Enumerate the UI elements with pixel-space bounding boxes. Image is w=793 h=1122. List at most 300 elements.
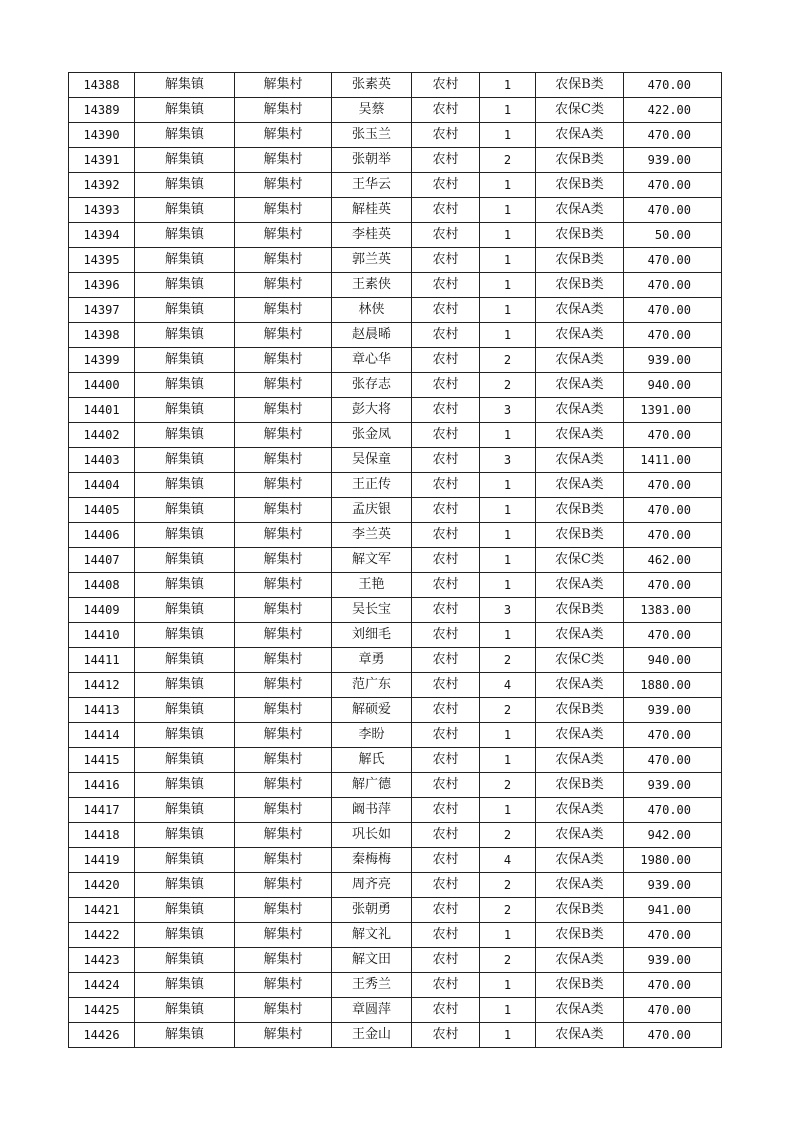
- township-cell: 解集镇: [135, 373, 235, 398]
- village-cell: 解集村: [235, 98, 332, 123]
- member-count-cell: 3: [480, 598, 536, 623]
- member-count-cell: 2: [480, 148, 536, 173]
- amount-cell: 50.00: [624, 223, 722, 248]
- record-number-cell: 14394: [69, 223, 135, 248]
- record-number-cell: 14412: [69, 673, 135, 698]
- village-cell: 解集村: [235, 898, 332, 923]
- table-row: [69, 673, 722, 698]
- village-cell: 解集村: [235, 773, 332, 798]
- table-row: [69, 198, 722, 223]
- record-number-cell: 14418: [69, 823, 135, 848]
- household-type-cell: 农村: [412, 923, 480, 948]
- table-row: [69, 223, 722, 248]
- name-cell: 李桂英: [332, 223, 412, 248]
- record-number-cell: 14422: [69, 923, 135, 948]
- record-number-cell: 14408: [69, 573, 135, 598]
- insurance-category-cell: 农保A类: [536, 948, 624, 973]
- table-row: [69, 598, 722, 623]
- village-cell: 解集村: [235, 348, 332, 373]
- table-row: [69, 473, 722, 498]
- amount-cell: 941.00: [624, 898, 722, 923]
- township-cell: 解集镇: [135, 823, 235, 848]
- village-cell: 解集村: [235, 673, 332, 698]
- township-cell: 解集镇: [135, 473, 235, 498]
- insurance-category-cell: 农保A类: [536, 323, 624, 348]
- record-number-cell: 14390: [69, 123, 135, 148]
- village-cell: 解集村: [235, 973, 332, 998]
- amount-cell: 1391.00: [624, 398, 722, 423]
- name-cell: 章勇: [332, 648, 412, 673]
- record-number-cell: 14421: [69, 898, 135, 923]
- household-type-cell: 农村: [412, 123, 480, 148]
- household-type-cell: 农村: [412, 223, 480, 248]
- insurance-category-cell: 农保B类: [536, 498, 624, 523]
- household-type-cell: 农村: [412, 373, 480, 398]
- member-count-cell: 2: [480, 348, 536, 373]
- amount-cell: 470.00: [624, 73, 722, 98]
- village-cell: 解集村: [235, 323, 332, 348]
- member-count-cell: 4: [480, 673, 536, 698]
- member-count-cell: 1: [480, 923, 536, 948]
- record-number-cell: 14398: [69, 323, 135, 348]
- township-cell: 解集镇: [135, 123, 235, 148]
- name-cell: 郭兰英: [332, 248, 412, 273]
- table-row: [69, 1023, 722, 1048]
- insurance-category-cell: 农保B类: [536, 923, 624, 948]
- member-count-cell: 1: [480, 573, 536, 598]
- name-cell: 解硕爱: [332, 698, 412, 723]
- name-cell: 王金山: [332, 1023, 412, 1048]
- amount-cell: 939.00: [624, 148, 722, 173]
- member-count-cell: 1: [480, 973, 536, 998]
- household-type-cell: 农村: [412, 1023, 480, 1048]
- village-cell: 解集村: [235, 923, 332, 948]
- household-type-cell: 农村: [412, 598, 480, 623]
- table-row: [69, 373, 722, 398]
- amount-cell: 1383.00: [624, 598, 722, 623]
- household-type-cell: 农村: [412, 323, 480, 348]
- village-cell: 解集村: [235, 598, 332, 623]
- name-cell: 孟庆银: [332, 498, 412, 523]
- village-cell: 解集村: [235, 623, 332, 648]
- member-count-cell: 2: [480, 898, 536, 923]
- name-cell: 张朝勇: [332, 898, 412, 923]
- member-count-cell: 2: [480, 773, 536, 798]
- household-type-cell: 农村: [412, 748, 480, 773]
- member-count-cell: 2: [480, 698, 536, 723]
- record-number-cell: 14405: [69, 498, 135, 523]
- township-cell: 解集镇: [135, 873, 235, 898]
- township-cell: 解集镇: [135, 548, 235, 573]
- name-cell: 王正传: [332, 473, 412, 498]
- township-cell: 解集镇: [135, 323, 235, 348]
- name-cell: 阚书萍: [332, 798, 412, 823]
- township-cell: 解集镇: [135, 673, 235, 698]
- member-count-cell: 2: [480, 948, 536, 973]
- amount-cell: 939.00: [624, 348, 722, 373]
- table-row: [69, 98, 722, 123]
- name-cell: 吴蔡: [332, 98, 412, 123]
- township-cell: 解集镇: [135, 623, 235, 648]
- village-cell: 解集村: [235, 573, 332, 598]
- insurance-category-cell: 农保B类: [536, 698, 624, 723]
- amount-cell: 939.00: [624, 698, 722, 723]
- name-cell: 范广东: [332, 673, 412, 698]
- member-count-cell: 2: [480, 648, 536, 673]
- village-cell: 解集村: [235, 173, 332, 198]
- amount-cell: 470.00: [624, 998, 722, 1023]
- record-number-cell: 14389: [69, 98, 135, 123]
- township-cell: 解集镇: [135, 798, 235, 823]
- insurance-category-cell: 农保B类: [536, 248, 624, 273]
- record-number-cell: 14417: [69, 798, 135, 823]
- township-cell: 解集镇: [135, 223, 235, 248]
- member-count-cell: 1: [480, 323, 536, 348]
- table-row: [69, 273, 722, 298]
- amount-cell: 422.00: [624, 98, 722, 123]
- record-number-cell: 14397: [69, 298, 135, 323]
- amount-cell: 940.00: [624, 373, 722, 398]
- township-cell: 解集镇: [135, 923, 235, 948]
- insurance-category-cell: 农保A类: [536, 848, 624, 873]
- household-type-cell: 农村: [412, 498, 480, 523]
- insurance-category-cell: 农保A类: [536, 348, 624, 373]
- township-cell: 解集镇: [135, 398, 235, 423]
- insurance-category-cell: 农保A类: [536, 198, 624, 223]
- township-cell: 解集镇: [135, 573, 235, 598]
- table-row: [69, 773, 722, 798]
- household-type-cell: 农村: [412, 548, 480, 573]
- township-cell: 解集镇: [135, 348, 235, 373]
- member-count-cell: 4: [480, 848, 536, 873]
- table-row: [69, 873, 722, 898]
- record-number-cell: 14392: [69, 173, 135, 198]
- name-cell: 解文田: [332, 948, 412, 973]
- village-cell: 解集村: [235, 748, 332, 773]
- township-cell: 解集镇: [135, 523, 235, 548]
- name-cell: 章圆萍: [332, 998, 412, 1023]
- amount-cell: 470.00: [624, 198, 722, 223]
- member-count-cell: 3: [480, 448, 536, 473]
- member-count-cell: 1: [480, 223, 536, 248]
- amount-cell: 470.00: [624, 248, 722, 273]
- insurance-category-cell: 农保A类: [536, 573, 624, 598]
- record-number-cell: 14388: [69, 73, 135, 98]
- insurance-category-cell: 农保B类: [536, 773, 624, 798]
- member-count-cell: 2: [480, 373, 536, 398]
- record-number-cell: 14415: [69, 748, 135, 773]
- village-cell: 解集村: [235, 648, 332, 673]
- amount-cell: 470.00: [624, 623, 722, 648]
- village-cell: 解集村: [235, 823, 332, 848]
- record-number-cell: 14423: [69, 948, 135, 973]
- name-cell: 张玉兰: [332, 123, 412, 148]
- village-cell: 解集村: [235, 148, 332, 173]
- table-row: [69, 823, 722, 848]
- township-cell: 解集镇: [135, 273, 235, 298]
- household-type-cell: 农村: [412, 573, 480, 598]
- member-count-cell: 1: [480, 173, 536, 198]
- member-count-cell: 1: [480, 548, 536, 573]
- amount-cell: 470.00: [624, 573, 722, 598]
- table-row: [69, 73, 722, 98]
- name-cell: 张存志: [332, 373, 412, 398]
- name-cell: 章心华: [332, 348, 412, 373]
- village-cell: 解集村: [235, 498, 332, 523]
- record-number-cell: 14404: [69, 473, 135, 498]
- village-cell: 解集村: [235, 198, 332, 223]
- name-cell: 王艳: [332, 573, 412, 598]
- insurance-category-cell: 农保A类: [536, 423, 624, 448]
- village-cell: 解集村: [235, 873, 332, 898]
- village-cell: 解集村: [235, 248, 332, 273]
- record-number-cell: 14403: [69, 448, 135, 473]
- amount-cell: 939.00: [624, 948, 722, 973]
- insurance-category-cell: 农保C类: [536, 548, 624, 573]
- member-count-cell: 1: [480, 998, 536, 1023]
- village-cell: 解集村: [235, 523, 332, 548]
- insurance-category-cell: 农保B类: [536, 148, 624, 173]
- township-cell: 解集镇: [135, 648, 235, 673]
- household-type-cell: 农村: [412, 698, 480, 723]
- township-cell: 解集镇: [135, 73, 235, 98]
- name-cell: 赵晨晞: [332, 323, 412, 348]
- table-row: [69, 898, 722, 923]
- village-cell: 解集村: [235, 73, 332, 98]
- township-cell: 解集镇: [135, 698, 235, 723]
- name-cell: 解文礼: [332, 923, 412, 948]
- table-row: [69, 423, 722, 448]
- insurance-category-cell: 农保B类: [536, 223, 624, 248]
- household-type-cell: 农村: [412, 973, 480, 998]
- record-number-cell: 14426: [69, 1023, 135, 1048]
- amount-cell: 462.00: [624, 548, 722, 573]
- table-row: [69, 698, 722, 723]
- household-type-cell: 农村: [412, 98, 480, 123]
- member-count-cell: 1: [480, 423, 536, 448]
- township-cell: 解集镇: [135, 173, 235, 198]
- insurance-category-cell: 农保A类: [536, 473, 624, 498]
- record-number-cell: 14396: [69, 273, 135, 298]
- record-number-cell: 14400: [69, 373, 135, 398]
- insurance-category-cell: 农保B类: [536, 173, 624, 198]
- township-cell: 解集镇: [135, 973, 235, 998]
- township-cell: 解集镇: [135, 998, 235, 1023]
- name-cell: 解氏: [332, 748, 412, 773]
- table-body: [69, 73, 722, 1048]
- household-type-cell: 农村: [412, 998, 480, 1023]
- insurance-category-cell: 农保A类: [536, 798, 624, 823]
- insurance-category-cell: 农保A类: [536, 623, 624, 648]
- table-row: [69, 173, 722, 198]
- table-row: [69, 973, 722, 998]
- name-cell: 解广德: [332, 773, 412, 798]
- insurance-category-cell: 农保C类: [536, 98, 624, 123]
- name-cell: 林侠: [332, 298, 412, 323]
- insurance-category-cell: 农保B类: [536, 598, 624, 623]
- table-row: [69, 648, 722, 673]
- township-cell: 解集镇: [135, 773, 235, 798]
- table-row: [69, 348, 722, 373]
- record-number-cell: 14411: [69, 648, 135, 673]
- name-cell: 张金凤: [332, 423, 412, 448]
- amount-cell: 470.00: [624, 723, 722, 748]
- township-cell: 解集镇: [135, 148, 235, 173]
- insurance-category-cell: 农保A类: [536, 748, 624, 773]
- member-count-cell: 2: [480, 823, 536, 848]
- amount-cell: 470.00: [624, 798, 722, 823]
- table-row: [69, 398, 722, 423]
- table-row: [69, 548, 722, 573]
- name-cell: 彭大将: [332, 398, 412, 423]
- township-cell: 解集镇: [135, 748, 235, 773]
- name-cell: 秦梅梅: [332, 848, 412, 873]
- household-type-cell: 农村: [412, 298, 480, 323]
- name-cell: 周齐亮: [332, 873, 412, 898]
- table-row: [69, 123, 722, 148]
- township-cell: 解集镇: [135, 598, 235, 623]
- amount-cell: 470.00: [624, 423, 722, 448]
- insurance-category-cell: 农保A类: [536, 298, 624, 323]
- insurance-category-cell: 农保A类: [536, 398, 624, 423]
- township-cell: 解集镇: [135, 198, 235, 223]
- amount-cell: 470.00: [624, 298, 722, 323]
- township-cell: 解集镇: [135, 848, 235, 873]
- village-cell: 解集村: [235, 298, 332, 323]
- township-cell: 解集镇: [135, 498, 235, 523]
- household-type-cell: 农村: [412, 423, 480, 448]
- amount-cell: 470.00: [624, 473, 722, 498]
- amount-cell: 940.00: [624, 648, 722, 673]
- insurance-category-cell: 农保A类: [536, 673, 624, 698]
- record-number-cell: 14425: [69, 998, 135, 1023]
- record-number-cell: 14402: [69, 423, 135, 448]
- table-row: [69, 323, 722, 348]
- village-cell: 解集村: [235, 548, 332, 573]
- insurance-category-cell: 农保A类: [536, 823, 624, 848]
- village-cell: 解集村: [235, 723, 332, 748]
- amount-cell: 470.00: [624, 923, 722, 948]
- insurance-category-cell: 农保A类: [536, 373, 624, 398]
- insurance-category-cell: 农保A类: [536, 998, 624, 1023]
- member-count-cell: 2: [480, 873, 536, 898]
- member-count-cell: 1: [480, 623, 536, 648]
- record-number-cell: 14409: [69, 598, 135, 623]
- amount-cell: 470.00: [624, 748, 722, 773]
- insurance-category-cell: 农保B类: [536, 898, 624, 923]
- table-row: [69, 498, 722, 523]
- household-type-cell: 农村: [412, 948, 480, 973]
- village-cell: 解集村: [235, 698, 332, 723]
- household-type-cell: 农村: [412, 398, 480, 423]
- record-number-cell: 14419: [69, 848, 135, 873]
- insurance-category-cell: 农保B类: [536, 973, 624, 998]
- village-cell: 解集村: [235, 798, 332, 823]
- township-cell: 解集镇: [135, 298, 235, 323]
- household-type-cell: 农村: [412, 173, 480, 198]
- name-cell: 巩长如: [332, 823, 412, 848]
- village-cell: 解集村: [235, 1023, 332, 1048]
- table-row: [69, 923, 722, 948]
- township-cell: 解集镇: [135, 948, 235, 973]
- village-cell: 解集村: [235, 473, 332, 498]
- insurance-category-cell: 农保A类: [536, 723, 624, 748]
- amount-cell: 1880.00: [624, 673, 722, 698]
- township-cell: 解集镇: [135, 423, 235, 448]
- name-cell: 解桂英: [332, 198, 412, 223]
- name-cell: 吴保童: [332, 448, 412, 473]
- village-cell: 解集村: [235, 373, 332, 398]
- member-count-cell: 1: [480, 748, 536, 773]
- household-type-cell: 农村: [412, 623, 480, 648]
- member-count-cell: 1: [480, 523, 536, 548]
- record-number-cell: 14410: [69, 623, 135, 648]
- insurance-category-cell: 农保A类: [536, 123, 624, 148]
- amount-cell: 1411.00: [624, 448, 722, 473]
- household-type-cell: 农村: [412, 523, 480, 548]
- amount-cell: 470.00: [624, 273, 722, 298]
- record-number-cell: 14391: [69, 148, 135, 173]
- relief-roster-table: [68, 72, 722, 1048]
- name-cell: 王素侠: [332, 273, 412, 298]
- village-cell: 解集村: [235, 273, 332, 298]
- insurance-category-cell: 农保B类: [536, 273, 624, 298]
- record-number-cell: 14407: [69, 548, 135, 573]
- member-count-cell: 1: [480, 198, 536, 223]
- township-cell: 解集镇: [135, 723, 235, 748]
- insurance-category-cell: 农保B类: [536, 523, 624, 548]
- table-row: [69, 298, 722, 323]
- amount-cell: 470.00: [624, 173, 722, 198]
- member-count-cell: 1: [480, 1023, 536, 1048]
- household-type-cell: 农村: [412, 823, 480, 848]
- member-count-cell: 1: [480, 798, 536, 823]
- insurance-category-cell: 农保A类: [536, 873, 624, 898]
- member-count-cell: 1: [480, 123, 536, 148]
- insurance-category-cell: 农保A类: [536, 448, 624, 473]
- household-type-cell: 农村: [412, 798, 480, 823]
- insurance-category-cell: 农保C类: [536, 648, 624, 673]
- village-cell: 解集村: [235, 423, 332, 448]
- table-row: [69, 848, 722, 873]
- member-count-cell: 3: [480, 398, 536, 423]
- insurance-category-cell: 农保B类: [536, 73, 624, 98]
- amount-cell: 939.00: [624, 873, 722, 898]
- table-row: [69, 748, 722, 773]
- record-number-cell: 14424: [69, 973, 135, 998]
- household-type-cell: 农村: [412, 898, 480, 923]
- table-row: [69, 448, 722, 473]
- table-row: [69, 573, 722, 598]
- record-number-cell: 14420: [69, 873, 135, 898]
- village-cell: 解集村: [235, 123, 332, 148]
- record-number-cell: 14401: [69, 398, 135, 423]
- table-row: [69, 948, 722, 973]
- household-type-cell: 农村: [412, 723, 480, 748]
- amount-cell: 470.00: [624, 973, 722, 998]
- member-count-cell: 1: [480, 73, 536, 98]
- amount-cell: 470.00: [624, 323, 722, 348]
- amount-cell: 470.00: [624, 498, 722, 523]
- table-row: [69, 623, 722, 648]
- name-cell: 解文军: [332, 548, 412, 573]
- township-cell: 解集镇: [135, 448, 235, 473]
- record-number-cell: 14413: [69, 698, 135, 723]
- name-cell: 张素英: [332, 73, 412, 98]
- township-cell: 解集镇: [135, 248, 235, 273]
- amount-cell: 942.00: [624, 823, 722, 848]
- record-number-cell: 14414: [69, 723, 135, 748]
